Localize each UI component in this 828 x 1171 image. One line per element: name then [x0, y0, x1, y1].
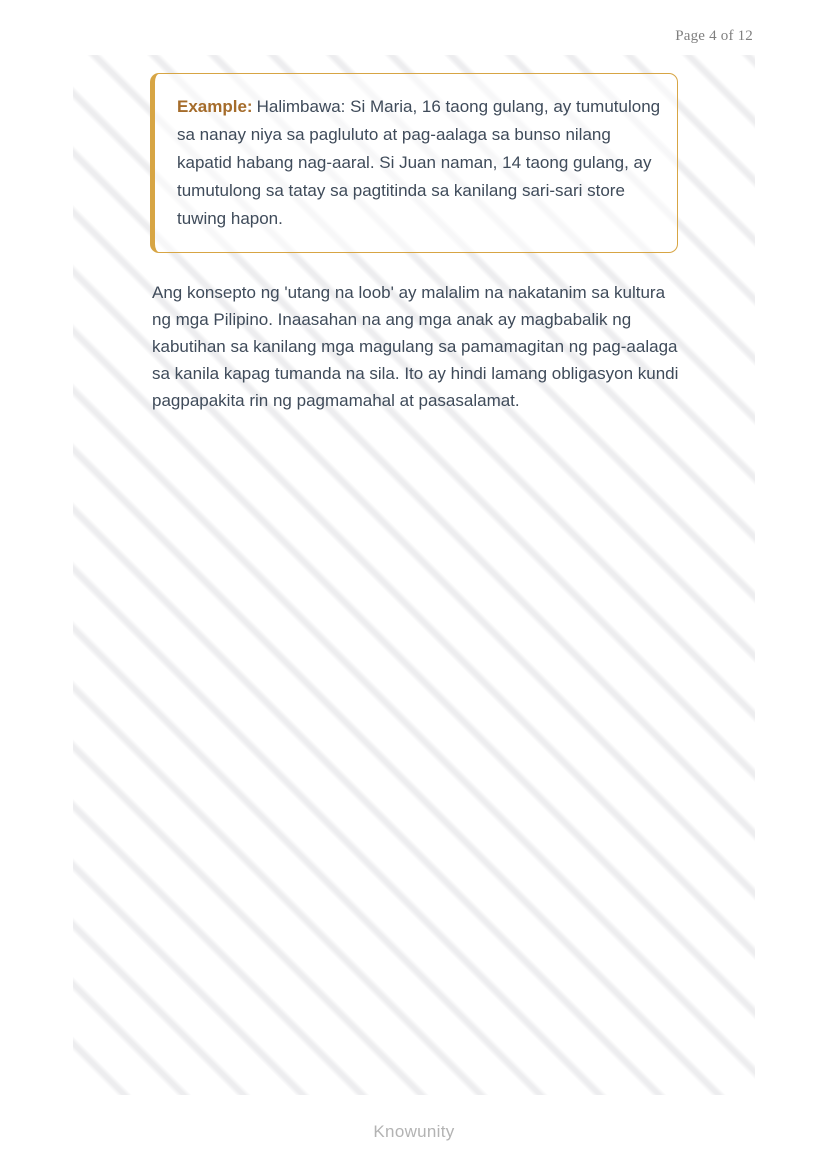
- page-indicator: Page 4 of 12: [675, 28, 753, 44]
- example-label: Example:: [177, 97, 253, 116]
- footer-brand-wordmark: Knowunity: [373, 1122, 455, 1141]
- example-callout: [150, 73, 678, 253]
- document-page: [73, 55, 755, 1095]
- body-paragraph: Ang konsepto ng 'utang na loob' ay malalim na nakatanim sa kultura ng mga Pilipino. Inaasahan na ang mga anak ay magbabalik ng kabutihan sa kanilang mga magulang sa pamamagitan ng pag-aalaga sa kanila kapag tumanda na sila. Ito ay hindi lamang obligasyon kundi pagpapakita rin ng pagmamahal at pasasalamat.: [152, 283, 679, 410]
- example-text: Halimbawa: Si Maria, 16 taong gulang, ay tumutulong sa nanay niya sa pagluluto at pag-aalaga sa bunso nilang kapatid habang nag-aaral. Si Juan naman, 14 taong gulang, ay tumutulong sa tatay sa pagtitinda sa kanilang sari-sari store tuwing hapon.: [177, 97, 661, 228]
